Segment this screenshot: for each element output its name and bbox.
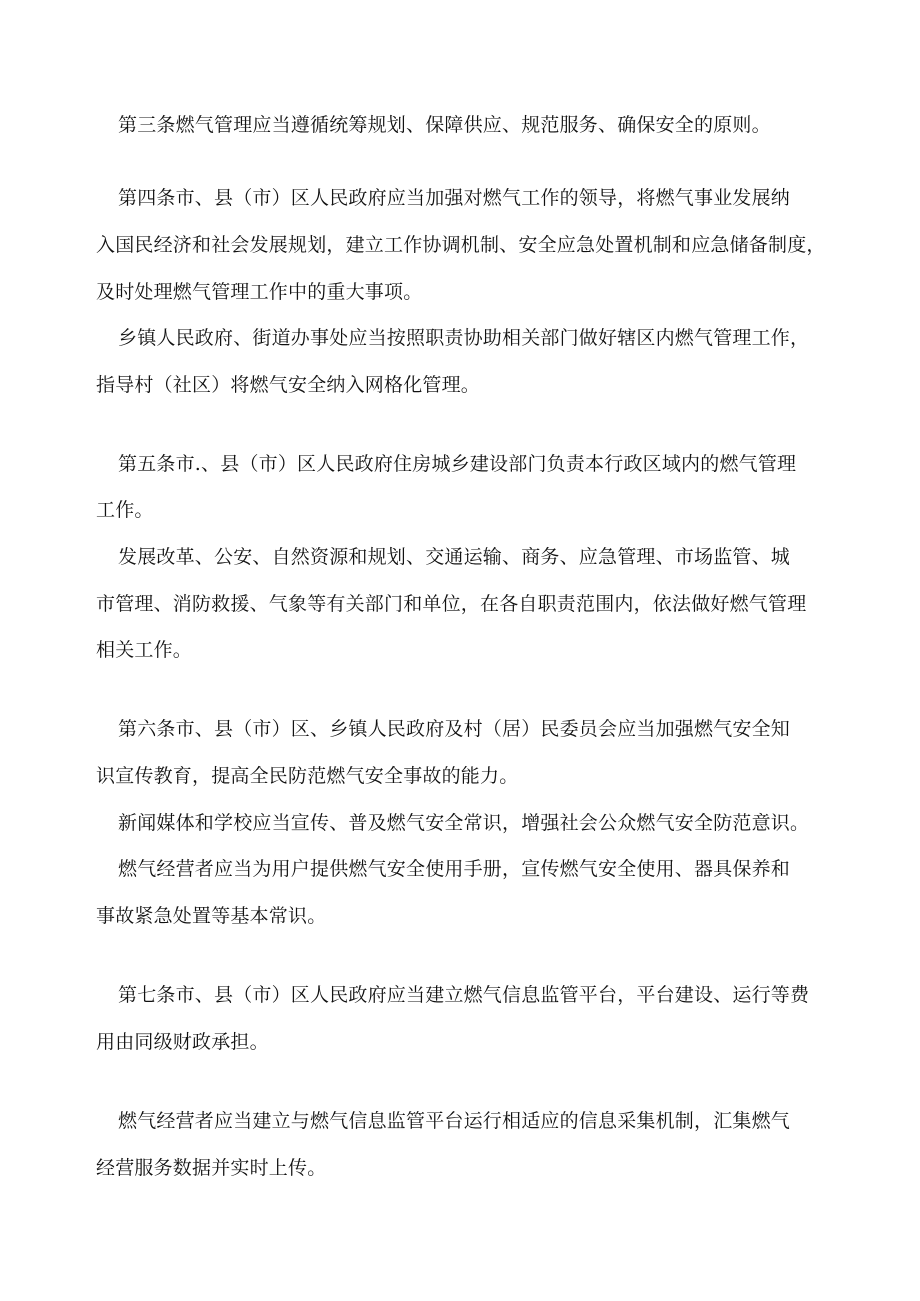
article-5-line-2: 工作。 [96, 499, 154, 521]
article-4-line-3: 及时处理燃气管理工作中的重大事项。 [96, 281, 423, 303]
article-6-line-2: 识宣传教育，提高全民防范燃气安全事故的能力。 [96, 765, 519, 787]
article-4-para-2-line-1: 乡镇人民政府、街道办事处应当按照职责协助相关部门做好辖区内燃气管理工作， [118, 327, 810, 349]
article-7-line-2: 用由同级财政承担。 [96, 1031, 269, 1053]
article-5-para-2-line-3: 相关工作。 [96, 639, 193, 661]
article-6-para-3-line-2: 事故紧急处置等基本常识。 [96, 905, 327, 927]
article-3-text: 第三条燃气管理应当遵循统筹规划、保障供应、规范服务、确保安全的原则。 [118, 114, 771, 136]
article-6-line-1: 第六条市、县（市）区、乡镇人民政府及村（居）民委员会应当加强燃气安全知 [118, 718, 791, 740]
article-5-para-2-line-2: 市管理、消防救援、气象等有关部门和单位，在各自职责范围内，依法做好燃气管理 [96, 593, 807, 615]
article-4-line-2: 入国民经济和社会发展规划，建立工作协调机制、安全应急处置机制和应急储备制度， [96, 234, 826, 256]
article-7-para-2-line-2: 经营服务数据并实时上传。 [96, 1157, 327, 1179]
article-4-para-2-line-2: 指导村（社区）将燃气安全纳入网格化管理。 [96, 374, 481, 396]
article-7-line-1: 第七条市、县（市）区人民政府应当建立燃气信息监管平台，平台建设、运行等费 [118, 984, 810, 1006]
article-7-para-2-line-1: 燃气经营者应当建立与燃气信息监管平台运行相适应的信息采集机制，汇集燃气 [118, 1110, 791, 1132]
article-6-para-2: 新闻媒体和学校应当宣传、普及燃气安全常识，增强社会公众燃气安全防范意识。 [118, 812, 810, 834]
article-6-para-3-line-1: 燃气经营者应当为用户提供燃气安全使用手册，宣传燃气安全使用、器具保养和 [118, 858, 791, 880]
article-4-line-1: 第四条市、县（市）区人民政府应当加强对燃气工作的领导，将燃气事业发展纳 [118, 187, 791, 209]
article-5-para-2-line-1: 发展改革、公安、自然资源和规划、交通运输、商务、应急管理、市场监管、城 [118, 546, 791, 568]
article-5-line-1: 第五条市.、县（市）区人民政府住房城乡建设部门负责本行政区域内的燃气管理 [118, 453, 797, 475]
